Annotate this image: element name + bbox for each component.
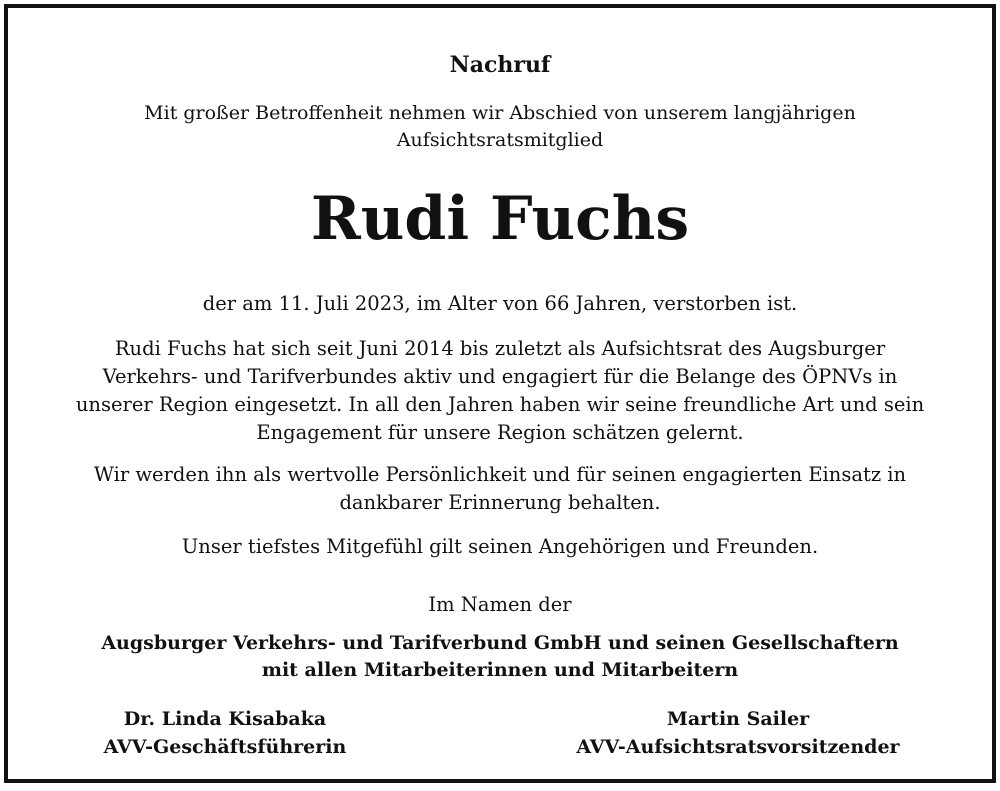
deceased-name: Rudi Fuchs — [310, 184, 690, 254]
paragraph1-line-2: Verkehrs- und Tarifverbundes aktiv und engagiert für die Belange des ÖPNVs in — [102, 365, 898, 388]
signatory-right-role: AVV-Aufsichtsratsvorsitzender — [576, 736, 900, 758]
notice-title: Nachruf — [449, 52, 551, 78]
paragraph2-line-2: dankbarer Erinnerung behalten. — [339, 491, 661, 514]
on-behalf-line: Im Namen der — [428, 593, 572, 616]
paragraph1-line-1: Rudi Fuchs hat sich seit Juni 2014 bis zuletzt als Aufsichtsrat des Augsburger — [114, 337, 886, 360]
signatory-right-name: Martin Sailer — [666, 708, 810, 730]
paragraph1-line-4: Engagement für unsere Region schätzen gelernt. — [256, 421, 744, 444]
death-line: der am 11. Juli 2023, im Alter von 66 Jahren, verstorben ist. — [202, 292, 798, 315]
signatory-left-role: AVV-Geschäftsführerin — [103, 736, 347, 758]
paragraph3: Unser tiefstes Mitgefühl gilt seinen Angehörigen und Freunden. — [181, 535, 819, 558]
organization-line-2: mit allen Mitarbeiterinnen und Mitarbeitern — [261, 659, 739, 681]
intro-line-1: Mit großer Betroffenheit nehmen wir Abschied von unserem langjährigen — [144, 102, 856, 124]
signatory-left-name: Dr. Linda Kisabaka — [123, 708, 327, 730]
paragraph1-line-3: unserer Region eingesetzt. In all den Jahren haben wir seine freundliche Art und sein — [75, 393, 925, 416]
organization-line-1: Augsburger Verkehrs- und Tarifverbund GmbH und seinen Gesellschaftern — [101, 632, 899, 654]
paragraph2-line-1: Wir werden ihn als wertvolle Persönlichkeit und für seinen engagierten Einsatz in — [93, 463, 907, 486]
obituary-notice — [4, 4, 996, 783]
intro-line-2: Aufsichtsratsmitglied — [396, 129, 604, 151]
